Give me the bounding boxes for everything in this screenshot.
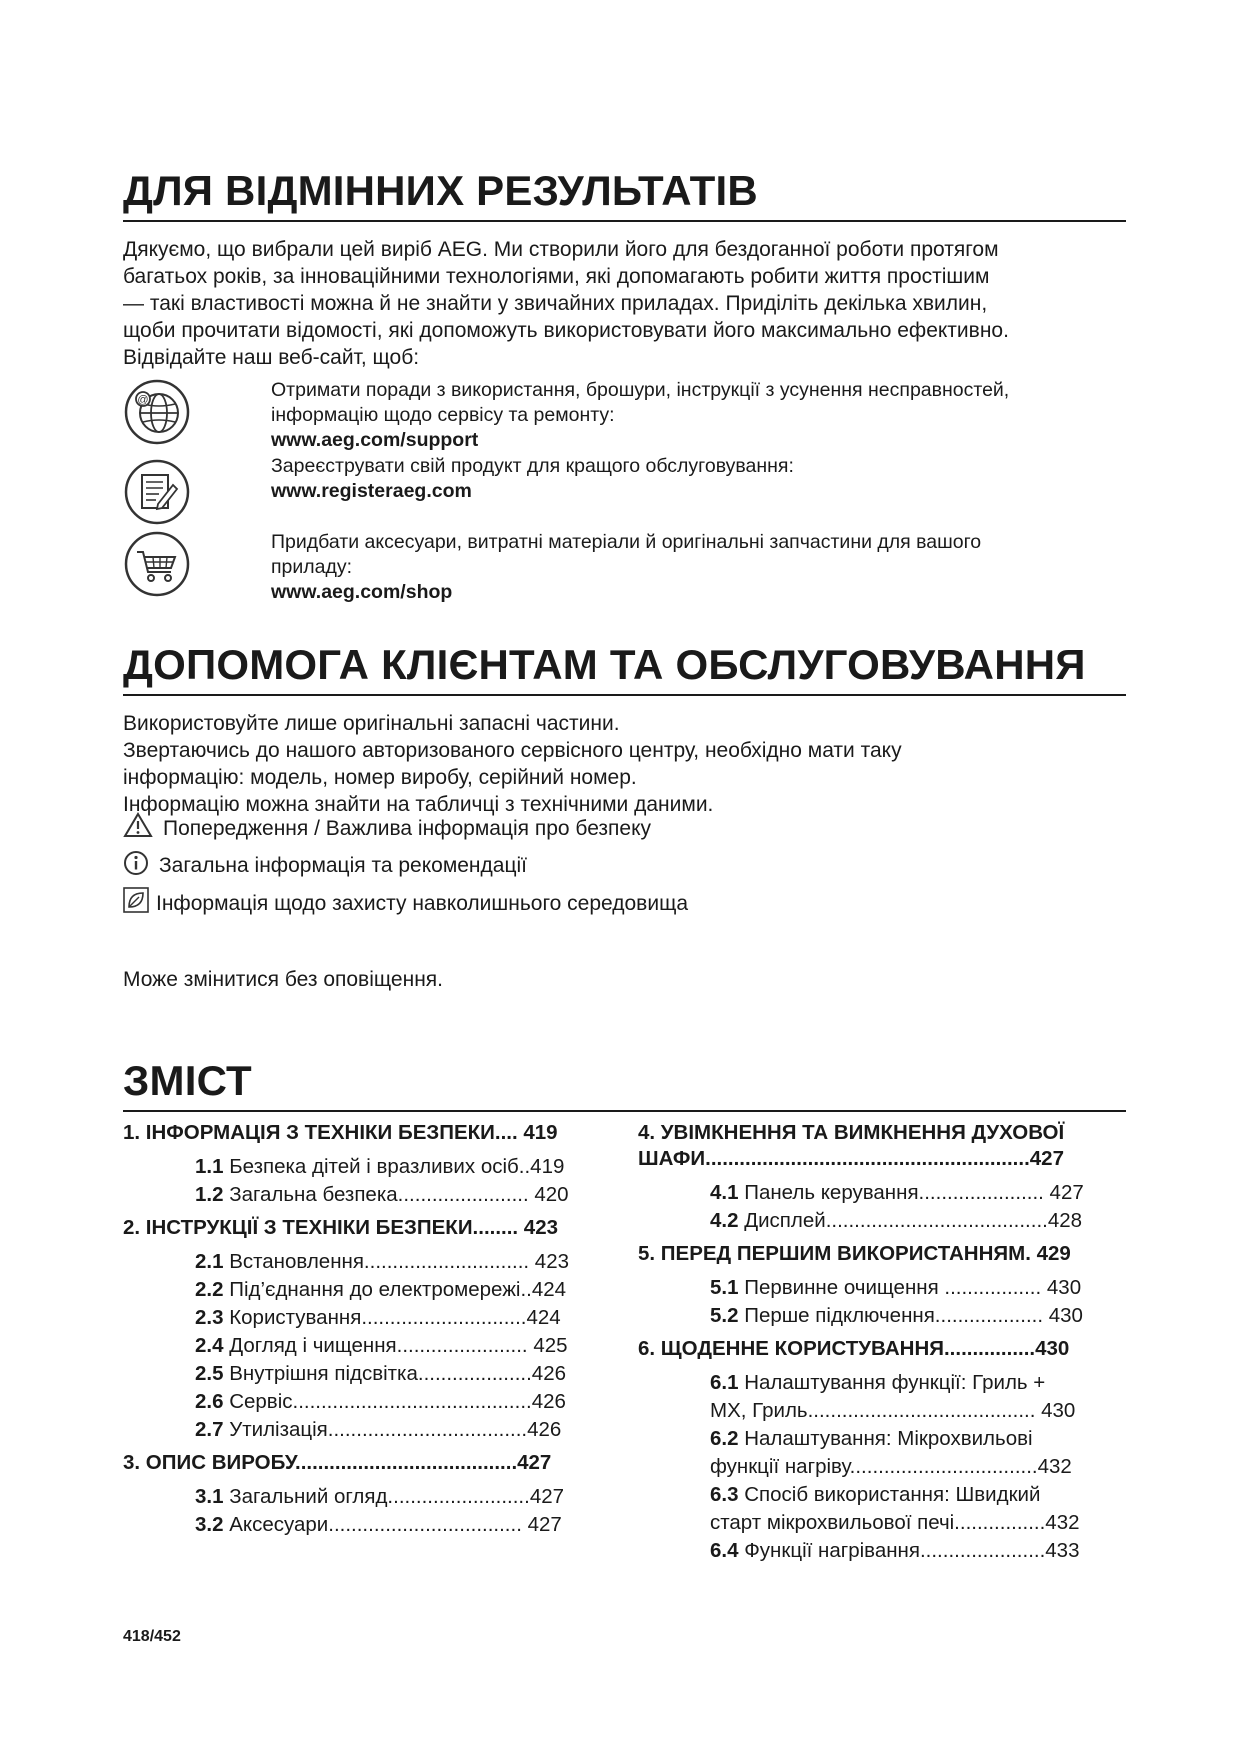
toc-item[interactable]: [123, 1511, 626, 1539]
leaf-icon: [123, 887, 149, 913]
toc-item-number: 4.2: [710, 1209, 739, 1232]
toc-item[interactable]: [638, 1425, 1126, 1481]
toc-item[interactable]: [638, 1537, 1126, 1565]
register-form-icon: [123, 458, 191, 526]
toc-item-text: Дисплей.......................................428: [744, 1209, 1083, 1232]
toc-item[interactable]: [638, 1207, 1126, 1235]
warning-triangle-icon: [123, 812, 153, 838]
toc-section-1[interactable]: 1. ІНФОРМАЦІЯ З ТЕХНІКИ БЕЗПЕКИ.... 419: [123, 1121, 558, 1144]
toc-item-number: 2.6: [195, 1390, 224, 1413]
toc-section-5[interactable]: 5. ПЕРЕД ПЕРШИМ ВИКОРИСТАННЯМ. 429: [638, 1242, 1071, 1265]
visit-support-text: [271, 378, 1126, 453]
toc-item-text: функції нагріву.................................432: [710, 1455, 1072, 1478]
heading-results: ДЛЯ ВІДМІННИХ РЕЗУЛЬТАТІВ: [123, 168, 1126, 222]
intro-line: Відвідайте наш веб-сайт, щоб:: [123, 346, 420, 369]
support-link[interactable]: www.aeg.com/support: [271, 429, 479, 451]
toc-item[interactable]: [638, 1369, 1126, 1425]
legend-warning-text: Попередження / Важлива інформація про безпеку: [163, 817, 652, 840]
intro-line: Дякуємо, що вибрали цей виріб AEG. Ми створили його для бездоганної роботи протягом: [123, 238, 999, 261]
visit-line: Зареєструвати свій продукт для кращого обслуговування:: [271, 455, 794, 477]
register-link[interactable]: www.registeraeg.com: [271, 480, 472, 502]
visit-line: інформацію щодо сервісу та ремонту:: [271, 404, 615, 426]
toc-item-text: МХ, Гриль........................................ 430: [710, 1399, 1076, 1422]
toc-item-text: Налаштування функції: Гриль +: [744, 1371, 1046, 1394]
info-circle-icon: [123, 850, 149, 876]
toc-right-column: [638, 1120, 1126, 1565]
toc-item[interactable]: [123, 1388, 626, 1416]
toc-item-text: Утилізація...................................426: [229, 1418, 562, 1441]
support-line: Інформацію можна знайти на табличці з технічними даними.: [123, 793, 714, 816]
toc-item[interactable]: [123, 1332, 626, 1360]
toc-item-text: Під’єднання до електромережі..424: [229, 1278, 567, 1301]
toc-item-number: 4.1: [710, 1181, 739, 1204]
intro-line: багатьох років, за інноваційними технологіями, які допомагають робити життя простішим: [123, 265, 990, 288]
shopping-cart-icon: [123, 530, 191, 598]
toc-section-3[interactable]: 3. ОПИС ВИРОБУ.......................................427: [123, 1451, 552, 1474]
toc-item-text: Загальна безпека....................... 420: [229, 1183, 569, 1206]
toc-item-text: Безпека дітей і вразливих осіб..419: [229, 1155, 565, 1178]
toc-item-text: Перше підключення................... 430: [744, 1304, 1083, 1327]
toc-section-line: ШАФИ.........................................................427: [638, 1147, 1064, 1170]
toc-item[interactable]: [123, 1153, 626, 1181]
toc-item-number: 6.1: [710, 1371, 739, 1394]
toc-item-text: Встановлення............................. 423: [229, 1250, 570, 1273]
support-line: Звертаючись до нашого авторизованого сервісного центру, необхідно мати таку: [123, 739, 902, 762]
toc-item[interactable]: [638, 1179, 1126, 1207]
toc-item-text: Внутрішня підсвітка....................426: [229, 1362, 566, 1385]
toc-item[interactable]: [638, 1274, 1126, 1302]
toc-item-number: 2.1: [195, 1250, 224, 1273]
toc-item-text: Загальний огляд.........................427: [229, 1485, 565, 1508]
legend-info-text: Загальна інформація та рекомендації: [159, 854, 527, 877]
heading-support: ДОПОМОГА КЛІЄНТАМ ТА ОБСЛУГОВУВАННЯ: [123, 642, 1126, 696]
toc-item[interactable]: [638, 1481, 1126, 1537]
toc-item-number: 6.4: [710, 1539, 739, 1562]
toc-item-text: старт мікрохвильової печі................432: [710, 1511, 1080, 1534]
toc-item-number: 3.1: [195, 1485, 224, 1508]
visit-shop-text: [271, 530, 1126, 605]
intro-line: щоби прочитати відомості, які допоможуть використовувати його максимально ефективно.: [123, 319, 1009, 342]
visit-line: приладу:: [271, 556, 353, 578]
shop-link[interactable]: www.aeg.com/shop: [271, 581, 453, 603]
toc-item-number: 1.1: [195, 1155, 224, 1178]
toc-item-number: 2.5: [195, 1362, 224, 1385]
toc-item[interactable]: [123, 1360, 626, 1388]
visit-line: Придбати аксесуари, витратні матеріали й оригінальні запчастини для вашого: [271, 531, 982, 553]
support-line: інформацію: модель, номер виробу, серійний номер.: [123, 766, 637, 789]
intro-line: — такі властивості можна й не знайти у звичайних приладах. Приділіть декілька хвилин,: [123, 292, 988, 315]
toc-section-4[interactable]: [638, 1120, 1126, 1172]
toc-item-text: Аксесуари.................................. 427: [229, 1513, 562, 1536]
toc-item[interactable]: [123, 1416, 626, 1444]
toc-item-text: Користування.............................424: [229, 1306, 561, 1329]
toc-item-text: Сервіс..........................................426: [229, 1390, 566, 1413]
toc-item-text: Первинне очищення ................. 430: [744, 1276, 1082, 1299]
toc-item[interactable]: [638, 1302, 1126, 1330]
toc-item-number: 2.3: [195, 1306, 224, 1329]
heading-toc: ЗМІСТ: [123, 1058, 1126, 1112]
toc-section-line: 4. УВІМКНЕННЯ ТА ВИМКНЕННЯ ДУХОВОЇ: [638, 1121, 1065, 1144]
toc-item-text: Догляд і чищення....................... 425: [229, 1334, 568, 1357]
toc-item-number: 1.2: [195, 1183, 224, 1206]
toc-item[interactable]: [123, 1276, 626, 1304]
support-paragraph: [123, 710, 1126, 818]
toc-item-number: 2.7: [195, 1418, 224, 1441]
toc-item-number: 5.1: [710, 1276, 739, 1299]
toc-item-number: 5.2: [710, 1304, 739, 1327]
svg-text:@: @: [137, 394, 149, 406]
intro-paragraph: [123, 236, 1126, 371]
toc-item[interactable]: [123, 1483, 626, 1511]
visit-register-text: [271, 454, 1126, 504]
toc-item[interactable]: [123, 1181, 626, 1209]
page-number: 418/452: [123, 1628, 181, 1645]
legend-environment-text: Інформація щодо захисту навколишнього середовища: [156, 892, 689, 915]
toc-item-number: 2.4: [195, 1334, 224, 1357]
change-notice: Може змінитися без оповіщення.: [123, 968, 443, 991]
toc-item[interactable]: [123, 1304, 626, 1332]
toc-item-number: 6.3: [710, 1483, 739, 1506]
toc-item-number: 3.2: [195, 1513, 224, 1536]
toc-item-text: Панель керування...................... 427: [744, 1181, 1084, 1204]
toc-item-text: Налаштування: Мікрохвильові: [744, 1427, 1033, 1450]
toc-item-number: 2.2: [195, 1278, 224, 1301]
toc-item[interactable]: [123, 1248, 626, 1276]
toc-item-number: 6.2: [710, 1427, 739, 1450]
toc-section-6[interactable]: 6. ЩОДЕННЕ КОРИСТУВАННЯ................430: [638, 1337, 1070, 1360]
support-line: Використовуйте лише оригінальні запасні частини.: [123, 712, 620, 735]
globe-at-icon: [123, 378, 191, 446]
toc-section-2[interactable]: 2. ІНСТРУКЦІЇ З ТЕХНІКИ БЕЗПЕКИ........ 423: [123, 1216, 559, 1239]
visit-line: Отримати поради з використання, брошури, інструкції з усунення несправностей,: [271, 379, 1010, 401]
toc-item-text: Спосіб використання: Швидкий: [744, 1483, 1041, 1506]
toc-left-column: [123, 1120, 626, 1539]
toc-item-text: Функції нагрівання......................433: [744, 1539, 1080, 1562]
